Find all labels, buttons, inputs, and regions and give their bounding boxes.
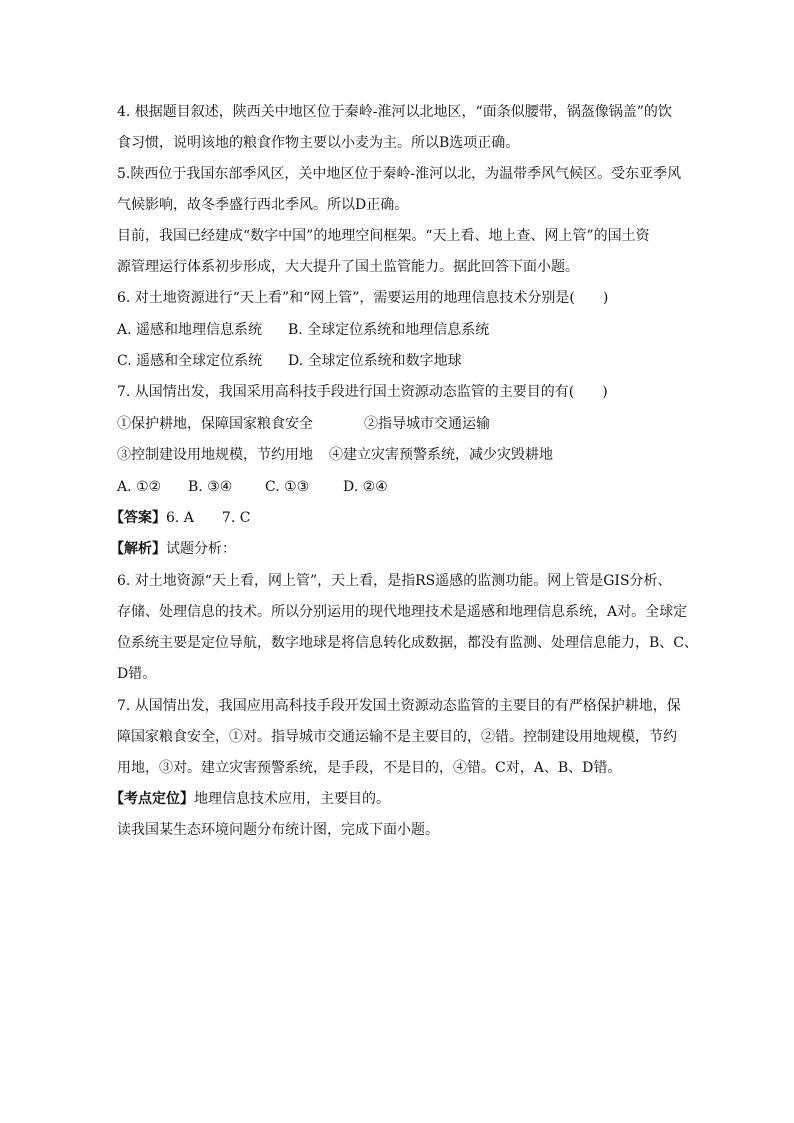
text-line: 位系统主要是定位导航，数字地球是将信息转化成数据，都没有监测、处理信息能力，B、C、	[117, 635, 698, 651]
text-line: 5.陕西位于我国东部季风区，关中地区位于秦岭-淮河以北，为温带季风气候区。受东亚季风	[117, 166, 682, 182]
option-d: D. 全球定位系统和数字地球	[288, 353, 462, 369]
text-line: D错。	[117, 666, 157, 682]
option-d: D. ②④	[343, 479, 388, 495]
option-b: B. 全球定位系统和地理信息系统	[288, 322, 490, 338]
choice-4: ④建立灾害预警系统，减少灾毁耕地	[329, 447, 553, 463]
analysis-line	[110, 539, 236, 559]
answer-label: 【答案】	[110, 510, 166, 526]
question-7: 7. 从国情出发，我国采用高科技手段进行国土资源动态监管的主要目的有( )	[117, 384, 608, 400]
text-line: 障国家粮食安全，①对。指导城市交通运输不是主要目的，②错。控制建设用地规模，节约	[117, 729, 677, 745]
choice-2: ②指导城市交通运输	[364, 416, 490, 432]
text-line: 食习惯，说明该地的粮食作物主要以小麦为主。所以B选项正确。	[117, 135, 520, 151]
exam-point-line	[110, 789, 390, 809]
analysis-text: 试题分析：	[166, 541, 236, 557]
option-a: A. 遥感和地理信息系统	[117, 322, 263, 338]
text-line: 气候影响，故冬季盛行西北季风。所以D正确。	[117, 197, 409, 213]
answer-text: 6. A 7. C	[166, 510, 251, 526]
text-line: 目前，我国已经建成“数字中国”的地理空间框架。“天上看、地上查、网上管”的国土资	[117, 228, 650, 244]
text-line: 4. 根据题目叙述，陕西关中地区位于秦岭-淮河以北地区，“面条似腰带，锅盔像锅盖”的饮	[117, 104, 672, 120]
exam-point-text: 地理信息技术应用，主要目的。	[194, 791, 390, 807]
analysis-label: 【解析】	[110, 541, 166, 557]
text-line: 存储、处理信息的技术。所以分别运用的现代地理技术是遥感和地理信息系统，A对。全球定	[117, 604, 688, 620]
text-line: 7. 从国情出发，我国应用高科技手段开发国土资源动态监管的主要目的有严格保护耕地，保	[117, 698, 681, 714]
option-c: C. ①③	[265, 479, 310, 495]
text-line: 6. 对土地资源“天上看，网上管”，天上看，是指RS遥感的监测功能。网上管是GIS分析、	[117, 573, 672, 589]
answer-line	[110, 508, 250, 528]
exam-point-label: 【考点定位】	[110, 791, 194, 807]
choice-1: ①保护耕地，保障国家粮食安全	[117, 416, 313, 432]
question-6: 6. 对土地资源进行“天上看”和“网上管”，需要运用的地理信息技术分别是( )	[117, 290, 609, 306]
option-c: C. 遥感和全球定位系统	[117, 353, 263, 369]
text-line: 源管理运行体系初步形成，大大提升了国土监管能力。据此回答下面小题。	[117, 259, 579, 275]
choice-3: ③控制建设用地规模，节约用地	[117, 447, 313, 463]
option-b: B. ③④	[188, 479, 233, 495]
text-line: 用地，③对。建立灾害预警系统，是手段，不是目的，④错。C对，A、B、D错。	[117, 760, 622, 776]
text-line: 读我国某生态环境问题分布统计图，完成下面小题。	[117, 822, 439, 838]
option-a: A. ①②	[117, 479, 162, 495]
